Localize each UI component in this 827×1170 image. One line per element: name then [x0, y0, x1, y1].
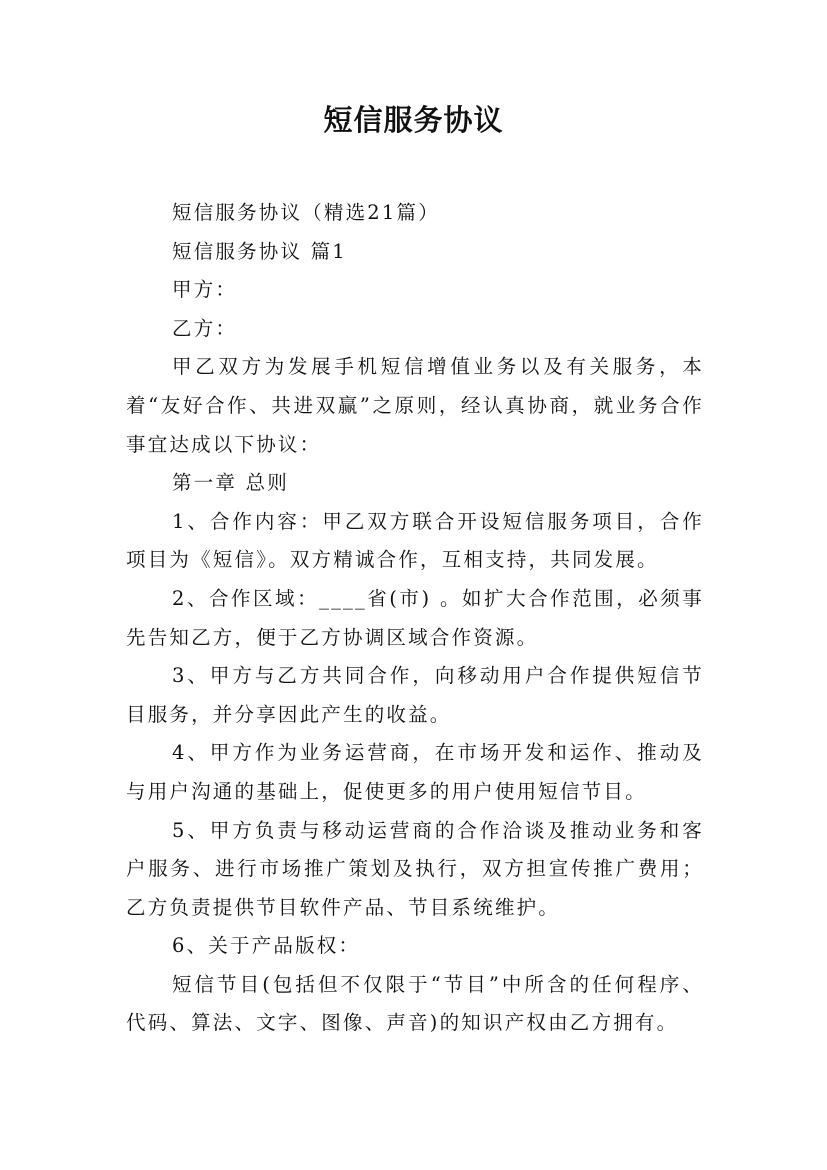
paragraph-party-b: 乙方：: [172, 316, 238, 340]
paragraph-subtitle: 短信服务协议（精选21篇）: [172, 201, 440, 224]
document-title: 短信服务协议: [323, 103, 504, 137]
paragraph-clause-1: 1、合作内容：甲乙双方联合开设短信服务项目，合作项目为《短信》。双方精诚合作，互相支持，共同发展。: [126, 509, 704, 572]
paragraph-clause-6: 6、关于产品版权：: [172, 934, 361, 958]
paragraph-section-heading: 短信服务协议 篇1: [172, 239, 347, 263]
paragraph-clause-3: 3、甲方与乙方共同合作，向移动用户合作提供短信节目服务，并分享因此产生的收益。: [126, 664, 704, 726]
document-body: [126, 194, 704, 1043]
paragraph-clause-5: 5、甲方负责与移动运营商的合作洽谈及推动业务和客户服务、进行市场推广策划及执行，双方担宣传推广费用；乙方负责提供节目软件产品、节目系统维护。: [126, 818, 704, 919]
paragraph-clause-4: 4、甲方作为业务运营商，在市场开发和运作、推动及与用户沟通的基础上，促使更多的用户使用短信节目。: [126, 741, 704, 803]
paragraph-preamble: 甲乙双方为发展手机短信增值业务以及有关服务，本着“友好合作、共进双赢”之原则，经认真协商，就业务合作事宜达成以下协议：: [126, 355, 704, 456]
paragraph-party-a: 甲方：: [172, 278, 238, 302]
paragraph-clause-2: 2、合作区域：____省(市) 。如扩大合作范围，必须事先告知乙方，便于乙方协调区域合作资源。: [126, 586, 704, 649]
paragraph-chapter-heading: 第一章 总则: [172, 471, 289, 495]
paragraph-copyright: 短信节目(包括但不仅限于“节目”中所含的任何程序、代码、算法、文字、图像、声音)的知识产权由乙方拥有。: [126, 972, 704, 1035]
